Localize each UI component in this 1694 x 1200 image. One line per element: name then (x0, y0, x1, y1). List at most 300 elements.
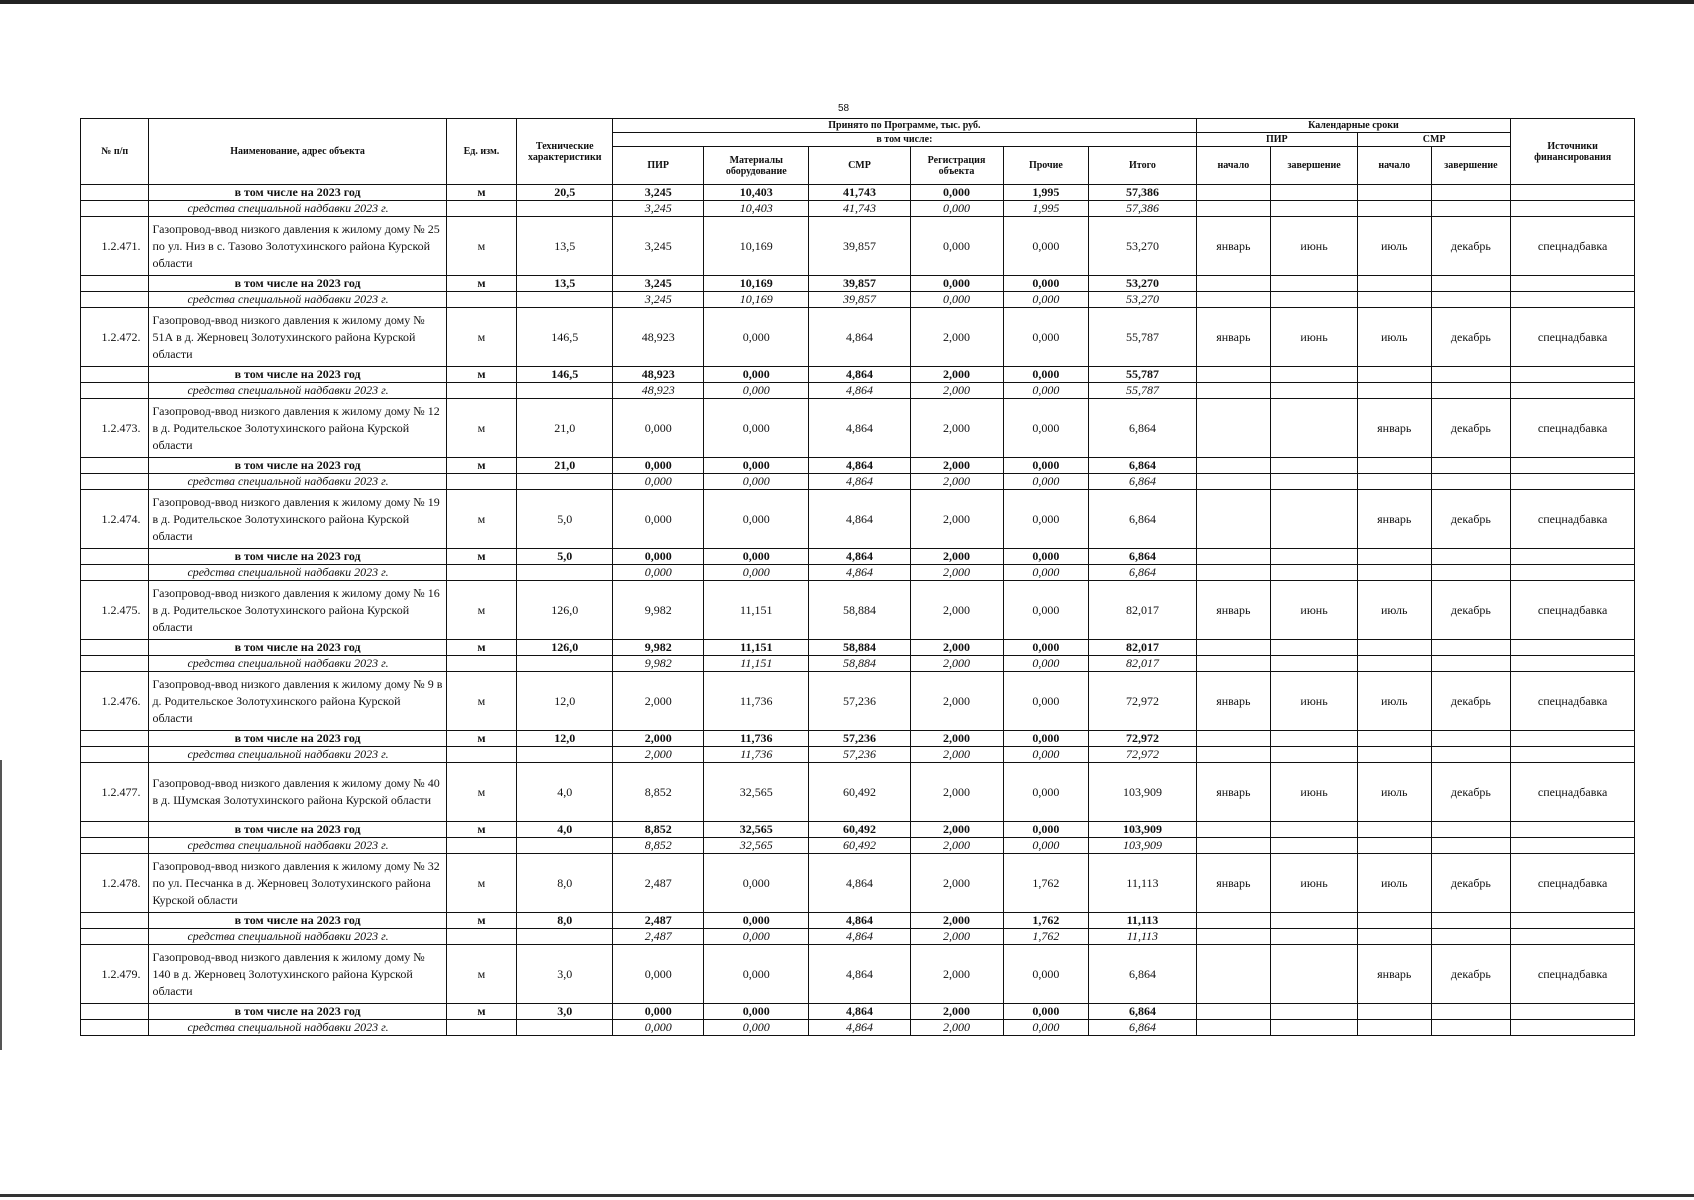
incl-tech: 20,5 (517, 185, 613, 201)
incl-unit: м (446, 640, 516, 656)
col-unit: Ед. изм. (446, 119, 516, 185)
smr-cell: 60,492 (809, 763, 910, 822)
table-row-incl-2023 (81, 185, 1635, 201)
incl-total: 6,864 (1089, 1004, 1196, 1020)
other-cell: 0,000 (1003, 308, 1089, 367)
total-cell: 6,864 (1089, 945, 1196, 1004)
col-smr: СМР (809, 147, 910, 185)
fund-total: 11,113 (1089, 929, 1196, 945)
other-cell: 1,762 (1003, 854, 1089, 913)
pir-cell: 0,000 (613, 399, 704, 458)
incl-total: 82,017 (1089, 640, 1196, 656)
incl-smr: 60,492 (809, 822, 910, 838)
tech-cell: 126,0 (517, 581, 613, 640)
incl-label: в том числе на 2023 год (149, 913, 446, 929)
incl-label: в том числе на 2023 год (149, 458, 446, 474)
incl-other: 0,000 (1003, 822, 1089, 838)
table-row (81, 672, 1635, 731)
pir-cell: 8,852 (613, 763, 704, 822)
incl-smr: 39,857 (809, 276, 910, 292)
incl-pir: 0,000 (613, 458, 704, 474)
fund-reg: 2,000 (910, 1020, 1003, 1036)
total-cell: 11,113 (1089, 854, 1196, 913)
registration-cell: 2,000 (910, 763, 1003, 822)
incl-smr: 58,884 (809, 640, 910, 656)
object-name: Газопровод-ввод низкого давления к жилому дому № 19 в д. Родительское Золотухинского района Курской области (149, 490, 446, 549)
fund-reg: 2,000 (910, 474, 1003, 490)
col-tech: Технические характеристики (517, 119, 613, 185)
fund-smr: 41,743 (809, 201, 910, 217)
fund-materials: 0,000 (704, 383, 809, 399)
smr-start-cell: июль (1357, 581, 1431, 640)
fund-materials: 10,403 (704, 201, 809, 217)
col-total: Итого (1089, 147, 1196, 185)
smr-cell: 39,857 (809, 217, 910, 276)
materials-cell: 0,000 (704, 490, 809, 549)
smr-start-cell: январь (1357, 399, 1431, 458)
table-row-special-funds (81, 838, 1635, 854)
materials-cell: 0,000 (704, 945, 809, 1004)
smr-start-cell: июль (1357, 308, 1431, 367)
col-cal-pir: ПИР (1196, 133, 1357, 147)
pir-cell: 0,000 (613, 945, 704, 1004)
pir-end-cell: июнь (1271, 763, 1358, 822)
table-row (81, 308, 1635, 367)
pir-start-cell: январь (1196, 672, 1271, 731)
incl-materials: 0,000 (704, 913, 809, 929)
incl-tech: 146,5 (517, 367, 613, 383)
incl-total: 6,864 (1089, 458, 1196, 474)
registration-cell: 2,000 (910, 399, 1003, 458)
incl-materials: 11,151 (704, 640, 809, 656)
col-materials: Материалы оборудование (704, 147, 809, 185)
row-number: 1.2.475. (81, 581, 149, 640)
incl-materials: 10,403 (704, 185, 809, 201)
object-name: Газопровод-ввод низкого давления к жилому дому № 51А в д. Жерновец Золотухинского района Курской области (149, 308, 446, 367)
scan-left-edge (0, 760, 2, 1050)
incl-other: 0,000 (1003, 458, 1089, 474)
incl-total: 53,270 (1089, 276, 1196, 292)
row-number: 1.2.478. (81, 854, 149, 913)
pir-cell: 9,982 (613, 581, 704, 640)
source-cell: спецнадбавка (1511, 308, 1635, 367)
incl-materials: 0,000 (704, 458, 809, 474)
other-cell: 0,000 (1003, 490, 1089, 549)
object-name: Газопровод-ввод низкого давления к жилому дому № 9 в д. Родительское Золотухинского района Курской области (149, 672, 446, 731)
fund-other: 0,000 (1003, 474, 1089, 490)
incl-unit: м (446, 822, 516, 838)
unit-cell: м (446, 763, 516, 822)
table-row-incl-2023 (81, 822, 1635, 838)
fund-smr: 39,857 (809, 292, 910, 308)
tech-cell: 146,5 (517, 308, 613, 367)
registration-cell: 2,000 (910, 672, 1003, 731)
unit-cell: м (446, 854, 516, 913)
incl-tech: 8,0 (517, 913, 613, 929)
incl-unit: м (446, 731, 516, 747)
incl-unit: м (446, 458, 516, 474)
pir-cell: 3,245 (613, 217, 704, 276)
table-row (81, 763, 1635, 822)
col-calendar: Календарные сроки (1196, 119, 1511, 133)
col-pir: ПИР (613, 147, 704, 185)
fund-total: 55,787 (1089, 383, 1196, 399)
table-row (81, 217, 1635, 276)
unit-cell: м (446, 581, 516, 640)
pir-end-cell (1271, 945, 1358, 1004)
total-cell: 82,017 (1089, 581, 1196, 640)
pir-end-cell: июнь (1271, 217, 1358, 276)
fund-materials: 32,565 (704, 838, 809, 854)
fund-pir: 2,487 (613, 929, 704, 945)
incl-tech: 13,5 (517, 276, 613, 292)
fund-label: средства специальной надбавки 2023 г. (149, 1020, 446, 1036)
incl-smr: 41,743 (809, 185, 910, 201)
fund-total: 103,909 (1089, 838, 1196, 854)
table-row-special-funds (81, 383, 1635, 399)
object-name: Газопровод-ввод низкого давления к жилому дому № 12 в д. Родительское Золотухинского района Курской области (149, 399, 446, 458)
other-cell: 0,000 (1003, 399, 1089, 458)
fund-pir: 3,245 (613, 292, 704, 308)
fund-pir: 8,852 (613, 838, 704, 854)
fund-materials: 10,169 (704, 292, 809, 308)
smr-cell: 4,864 (809, 490, 910, 549)
incl-materials: 10,169 (704, 276, 809, 292)
incl-reg: 2,000 (910, 549, 1003, 565)
incl-label: в том числе на 2023 год (149, 185, 446, 201)
pir-start-cell: январь (1196, 217, 1271, 276)
incl-label: в том числе на 2023 год (149, 822, 446, 838)
smr-end-cell: декабрь (1431, 854, 1511, 913)
fund-materials: 11,151 (704, 656, 809, 672)
incl-total: 72,972 (1089, 731, 1196, 747)
unit-cell: м (446, 945, 516, 1004)
fund-total: 6,864 (1089, 565, 1196, 581)
object-name: Газопровод-ввод низкого давления к жилому дому № 25 по ул. Низ в с. Тазово Золотухинского района Курской области (149, 217, 446, 276)
source-cell: спецнадбавка (1511, 945, 1635, 1004)
table-row (81, 854, 1635, 913)
registration-cell: 2,000 (910, 490, 1003, 549)
table-row-incl-2023 (81, 367, 1635, 383)
fund-other: 1,995 (1003, 201, 1089, 217)
incl-unit: м (446, 276, 516, 292)
other-cell: 0,000 (1003, 763, 1089, 822)
fund-reg: 2,000 (910, 383, 1003, 399)
incl-label: в том числе на 2023 год (149, 640, 446, 656)
pir-cell: 2,487 (613, 854, 704, 913)
pir-start-cell: январь (1196, 308, 1271, 367)
incl-total: 55,787 (1089, 367, 1196, 383)
incl-materials: 0,000 (704, 367, 809, 383)
incl-label: в том числе на 2023 год (149, 731, 446, 747)
fund-other: 0,000 (1003, 292, 1089, 308)
col-smr-end: завершение (1431, 147, 1511, 185)
pir-start-cell: январь (1196, 854, 1271, 913)
row-number: 1.2.473. (81, 399, 149, 458)
incl-unit: м (446, 367, 516, 383)
fund-label: средства специальной надбавки 2023 г. (149, 292, 446, 308)
table-row-special-funds (81, 292, 1635, 308)
table-body (81, 185, 1635, 1036)
fund-reg: 2,000 (910, 656, 1003, 672)
smr-end-cell: декабрь (1431, 490, 1511, 549)
table-row-special-funds (81, 201, 1635, 217)
smr-start-cell: июль (1357, 217, 1431, 276)
pir-end-cell (1271, 490, 1358, 549)
pir-end-cell: июнь (1271, 581, 1358, 640)
total-cell: 103,909 (1089, 763, 1196, 822)
fund-reg: 2,000 (910, 747, 1003, 763)
incl-label: в том числе на 2023 год (149, 367, 446, 383)
fund-label: средства специальной надбавки 2023 г. (149, 747, 446, 763)
fund-total: 53,270 (1089, 292, 1196, 308)
fund-pir: 0,000 (613, 1020, 704, 1036)
incl-other: 0,000 (1003, 640, 1089, 656)
fund-reg: 2,000 (910, 565, 1003, 581)
row-number: 1.2.476. (81, 672, 149, 731)
fund-pir: 48,923 (613, 383, 704, 399)
materials-cell: 0,000 (704, 308, 809, 367)
table-row (81, 945, 1635, 1004)
incl-pir: 0,000 (613, 549, 704, 565)
incl-label: в том числе на 2023 год (149, 1004, 446, 1020)
fund-label: средства специальной надбавки 2023 г. (149, 929, 446, 945)
table-row (81, 490, 1635, 549)
incl-other: 0,000 (1003, 549, 1089, 565)
incl-reg: 0,000 (910, 276, 1003, 292)
pir-start-cell: январь (1196, 763, 1271, 822)
col-including: в том числе: (613, 133, 1196, 147)
fund-label: средства специальной надбавки 2023 г. (149, 474, 446, 490)
fund-materials: 0,000 (704, 1020, 809, 1036)
materials-cell: 11,736 (704, 672, 809, 731)
program-table (80, 118, 1635, 1036)
incl-other: 1,762 (1003, 913, 1089, 929)
incl-label: в том числе на 2023 год (149, 549, 446, 565)
object-name: Газопровод-ввод низкого давления к жилому дому № 40 в д. Шумская Золотухинского района Курской области (149, 763, 446, 822)
unit-cell: м (446, 672, 516, 731)
col-name: Наименование, адрес объекта (149, 119, 446, 185)
pir-end-cell: июнь (1271, 672, 1358, 731)
col-cal-smr: СМР (1357, 133, 1510, 147)
fund-smr: 4,864 (809, 383, 910, 399)
table-row-special-funds (81, 929, 1635, 945)
smr-cell: 58,884 (809, 581, 910, 640)
fund-materials: 0,000 (704, 929, 809, 945)
table-row (81, 399, 1635, 458)
fund-total: 57,386 (1089, 201, 1196, 217)
row-number: 1.2.479. (81, 945, 149, 1004)
fund-total: 6,864 (1089, 474, 1196, 490)
fund-materials: 11,736 (704, 747, 809, 763)
incl-smr: 4,864 (809, 458, 910, 474)
source-cell: спецнадбавка (1511, 399, 1635, 458)
incl-pir: 48,923 (613, 367, 704, 383)
fund-other: 1,762 (1003, 929, 1089, 945)
table-row-special-funds (81, 1020, 1635, 1036)
source-cell: спецнадбавка (1511, 490, 1635, 549)
table-row-incl-2023 (81, 913, 1635, 929)
col-sources: Источники финансирования (1511, 119, 1635, 185)
tech-cell: 12,0 (517, 672, 613, 731)
registration-cell: 2,000 (910, 581, 1003, 640)
incl-tech: 3,0 (517, 1004, 613, 1020)
fund-pir: 9,982 (613, 656, 704, 672)
tech-cell: 8,0 (517, 854, 613, 913)
incl-smr: 4,864 (809, 367, 910, 383)
incl-tech: 4,0 (517, 822, 613, 838)
table-row-incl-2023 (81, 276, 1635, 292)
row-number: 1.2.477. (81, 763, 149, 822)
tech-cell: 21,0 (517, 399, 613, 458)
col-other: Прочие (1003, 147, 1089, 185)
incl-pir: 9,982 (613, 640, 704, 656)
incl-tech: 21,0 (517, 458, 613, 474)
incl-reg: 0,000 (910, 185, 1003, 201)
smr-end-cell: декабрь (1431, 672, 1511, 731)
unit-cell: м (446, 217, 516, 276)
smr-end-cell: декабрь (1431, 308, 1511, 367)
table-header (81, 119, 1635, 185)
incl-total: 103,909 (1089, 822, 1196, 838)
fund-label: средства специальной надбавки 2023 г. (149, 565, 446, 581)
pir-start-cell (1196, 490, 1271, 549)
unit-cell: м (446, 399, 516, 458)
incl-other: 1,995 (1003, 185, 1089, 201)
fund-materials: 0,000 (704, 565, 809, 581)
incl-reg: 2,000 (910, 367, 1003, 383)
incl-unit: м (446, 913, 516, 929)
incl-other: 0,000 (1003, 367, 1089, 383)
incl-reg: 2,000 (910, 458, 1003, 474)
object-name: Газопровод-ввод низкого давления к жилому дому № 140 в д. Жерновец Золотухинского района Курской области (149, 945, 446, 1004)
fund-smr: 4,864 (809, 565, 910, 581)
other-cell: 0,000 (1003, 581, 1089, 640)
col-pir-start: начало (1196, 147, 1271, 185)
table-row-special-funds (81, 474, 1635, 490)
col-num: № п/п (81, 119, 149, 185)
incl-tech: 5,0 (517, 549, 613, 565)
incl-smr: 4,864 (809, 549, 910, 565)
fund-smr: 58,884 (809, 656, 910, 672)
materials-cell: 0,000 (704, 854, 809, 913)
smr-start-cell: июль (1357, 854, 1431, 913)
fund-other: 0,000 (1003, 1020, 1089, 1036)
unit-cell: м (446, 490, 516, 549)
fund-other: 0,000 (1003, 747, 1089, 763)
table-row-incl-2023 (81, 640, 1635, 656)
table-row (81, 581, 1635, 640)
registration-cell: 0,000 (910, 217, 1003, 276)
fund-other: 0,000 (1003, 383, 1089, 399)
incl-unit: м (446, 185, 516, 201)
fund-pir: 0,000 (613, 474, 704, 490)
pir-start-cell (1196, 399, 1271, 458)
smr-cell: 4,864 (809, 399, 910, 458)
registration-cell: 2,000 (910, 308, 1003, 367)
incl-label: в том числе на 2023 год (149, 276, 446, 292)
fund-smr: 60,492 (809, 838, 910, 854)
table-row-incl-2023 (81, 1004, 1635, 1020)
fund-materials: 0,000 (704, 474, 809, 490)
source-cell: спецнадбавка (1511, 763, 1635, 822)
incl-unit: м (446, 549, 516, 565)
fund-label: средства специальной надбавки 2023 г. (149, 656, 446, 672)
incl-unit: м (446, 1004, 516, 1020)
incl-pir: 0,000 (613, 1004, 704, 1020)
fund-pir: 2,000 (613, 747, 704, 763)
incl-pir: 2,000 (613, 731, 704, 747)
materials-cell: 10,169 (704, 217, 809, 276)
registration-cell: 2,000 (910, 854, 1003, 913)
pir-cell: 2,000 (613, 672, 704, 731)
col-pir-end: завершение (1271, 147, 1358, 185)
scan-bottom-border (0, 1194, 1694, 1197)
incl-total: 11,113 (1089, 913, 1196, 929)
fund-label: средства специальной надбавки 2023 г. (149, 201, 446, 217)
total-cell: 6,864 (1089, 490, 1196, 549)
source-cell: спецнадбавка (1511, 854, 1635, 913)
fund-smr: 4,864 (809, 474, 910, 490)
smr-start-cell: январь (1357, 945, 1431, 1004)
page-number: 58 (838, 103, 850, 114)
smr-cell: 4,864 (809, 308, 910, 367)
source-cell: спецнадбавка (1511, 217, 1635, 276)
row-number: 1.2.472. (81, 308, 149, 367)
pir-cell: 48,923 (613, 308, 704, 367)
fund-other: 0,000 (1003, 656, 1089, 672)
table-row-special-funds (81, 656, 1635, 672)
table-row-incl-2023 (81, 731, 1635, 747)
col-registration: Регистрация объекта (910, 147, 1003, 185)
tech-cell: 13,5 (517, 217, 613, 276)
total-cell: 55,787 (1089, 308, 1196, 367)
fund-reg: 0,000 (910, 201, 1003, 217)
fund-reg: 2,000 (910, 929, 1003, 945)
table-row-incl-2023 (81, 458, 1635, 474)
tech-cell: 3,0 (517, 945, 613, 1004)
fund-reg: 0,000 (910, 292, 1003, 308)
registration-cell: 2,000 (910, 945, 1003, 1004)
row-number: 1.2.471. (81, 217, 149, 276)
table-row-incl-2023 (81, 549, 1635, 565)
incl-other: 0,000 (1003, 276, 1089, 292)
tech-cell: 5,0 (517, 490, 613, 549)
incl-tech: 12,0 (517, 731, 613, 747)
fund-label: средства специальной надбавки 2023 г. (149, 838, 446, 854)
pir-start-cell (1196, 945, 1271, 1004)
fund-total: 82,017 (1089, 656, 1196, 672)
incl-reg: 2,000 (910, 913, 1003, 929)
fund-pir: 3,245 (613, 201, 704, 217)
incl-materials: 0,000 (704, 1004, 809, 1020)
incl-total: 6,864 (1089, 549, 1196, 565)
incl-reg: 2,000 (910, 1004, 1003, 1020)
pir-end-cell (1271, 399, 1358, 458)
total-cell: 6,864 (1089, 399, 1196, 458)
incl-pir: 2,487 (613, 913, 704, 929)
other-cell: 0,000 (1003, 672, 1089, 731)
incl-other: 0,000 (1003, 731, 1089, 747)
incl-reg: 2,000 (910, 640, 1003, 656)
other-cell: 0,000 (1003, 217, 1089, 276)
smr-cell: 57,236 (809, 672, 910, 731)
col-smr-start: начало (1357, 147, 1431, 185)
unit-cell: м (446, 308, 516, 367)
source-cell: спецнадбавка (1511, 581, 1635, 640)
total-cell: 72,972 (1089, 672, 1196, 731)
incl-materials: 32,565 (704, 822, 809, 838)
